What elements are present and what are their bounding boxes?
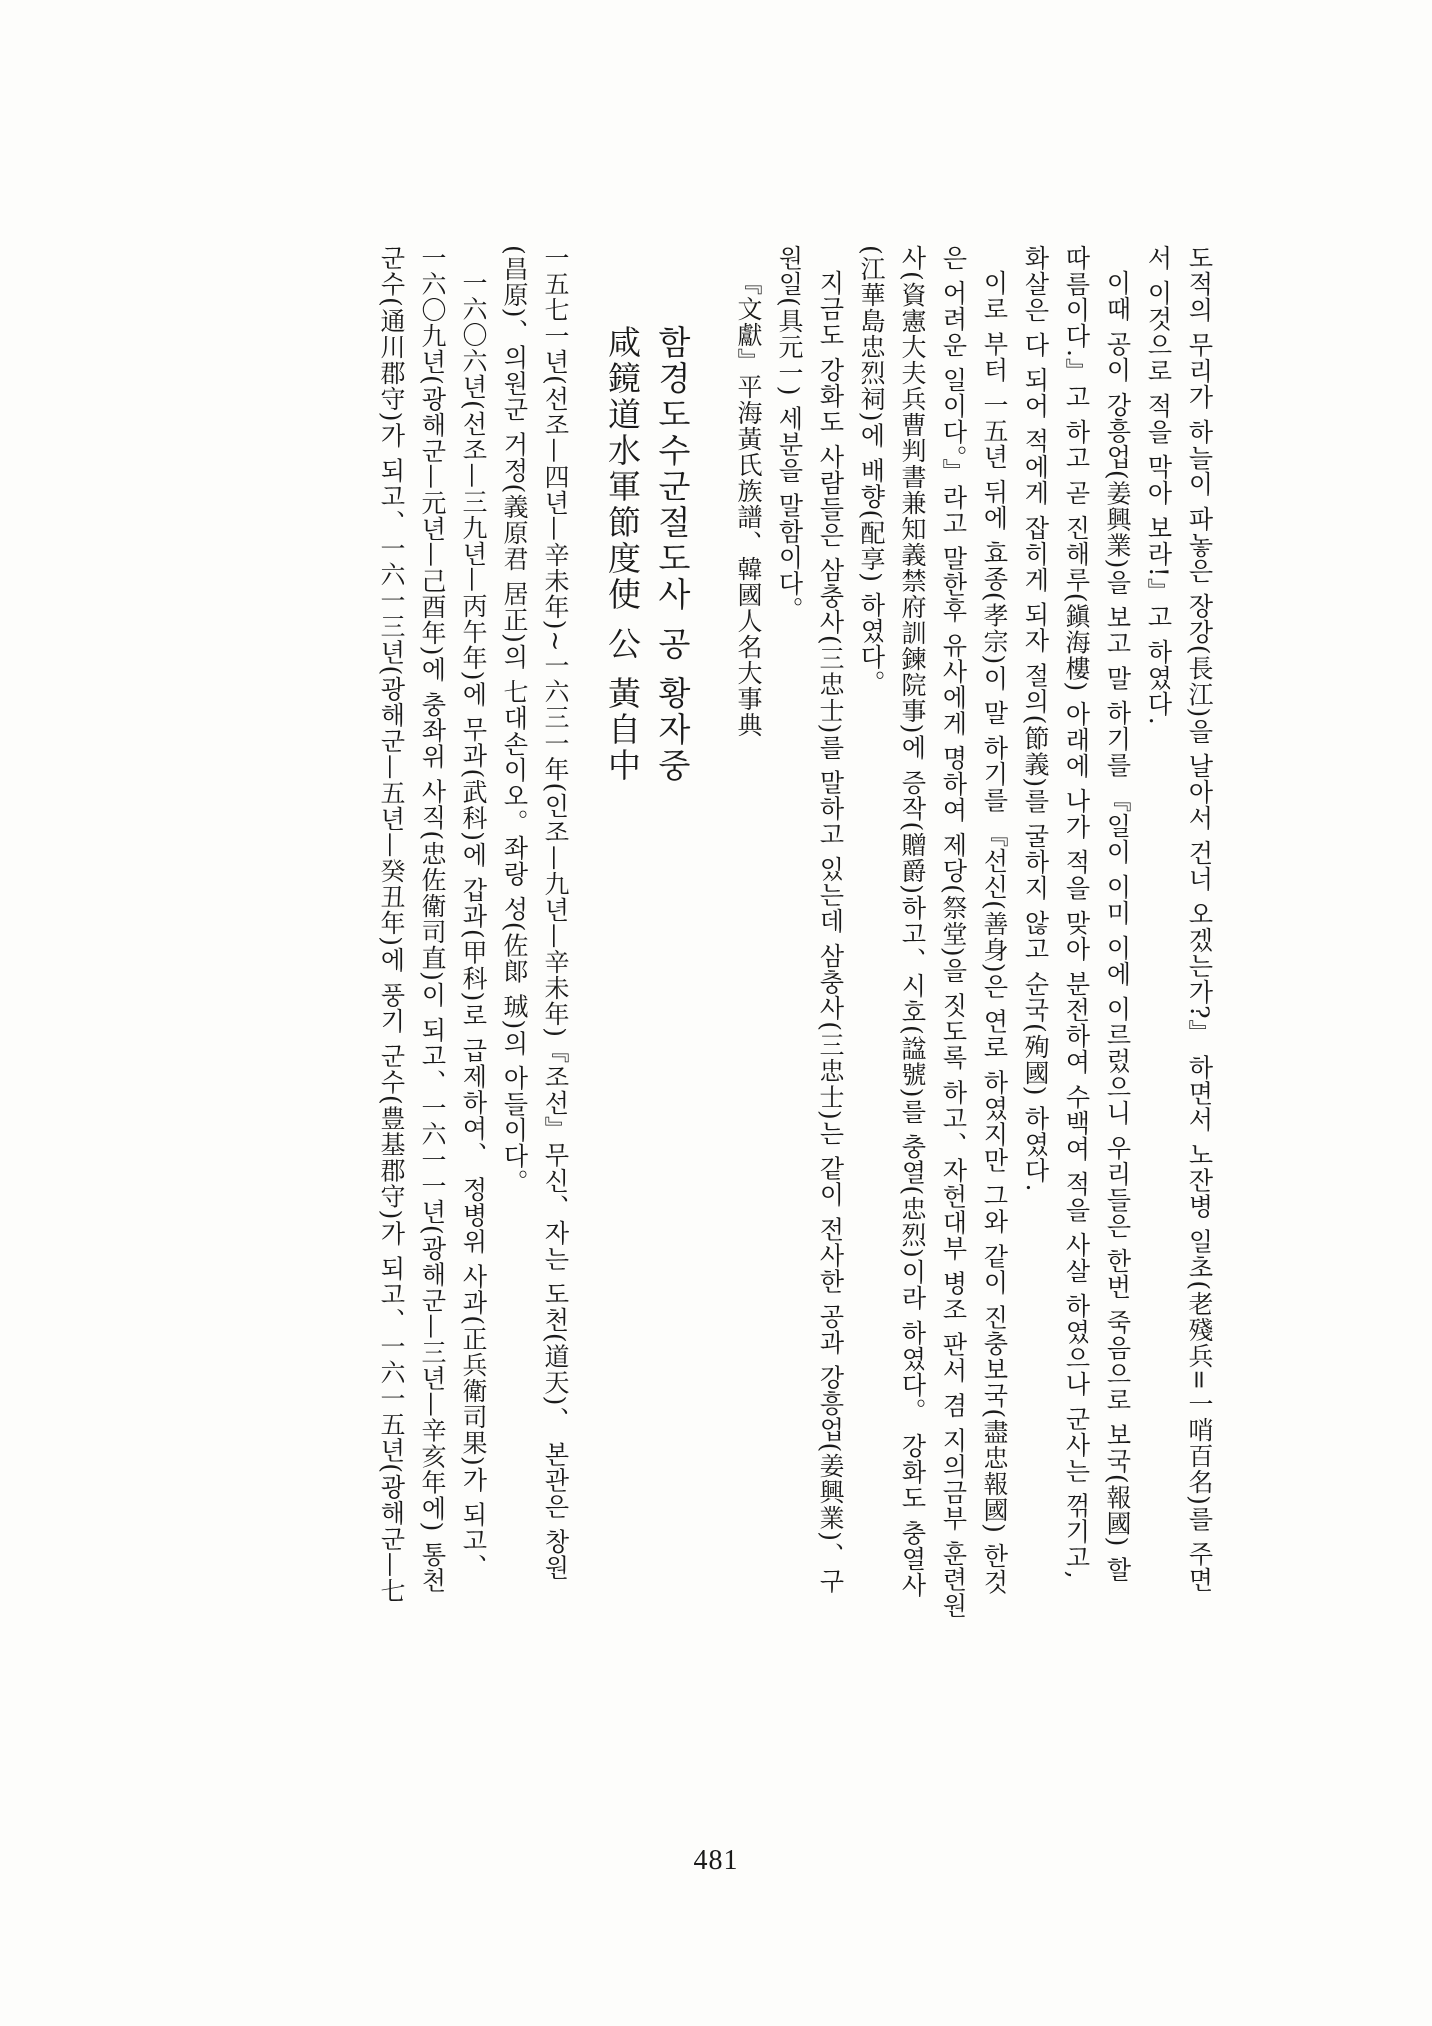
body-line: 도적의 무리가 하늘이 파놓은 장강(長江)을 날아서 건너 오겠는가?』 하면서 노잔병 일초(老殘兵=一哨百名)를 주면 bbox=[1185, 245, 1214, 1593]
body-line: 은 어려운 일이다。』라고 말한후 유사에게 명하여 제당(祭堂)을 짓도록 하고、자헌대부 병조 판서 겸 지의금부 훈련원 bbox=[939, 245, 968, 1619]
body-line: 군수(通川郡守)가 되고、一六一三년(광해군—五년—癸丑年)에 풍기 군수(豊基郡守)가 되고、一六一五년(광해군—七 bbox=[377, 245, 406, 1605]
body-line: 이로 부터 一五년 뒤에 효종(孝宗)이 말 하기를 『선신(善身)은 연로 하였지만 그와 같이 진충보국(盡忠報國) 한것 bbox=[980, 270, 1009, 1595]
section-heading-hanja: 咸鏡道水軍節度使 公 黃自中 bbox=[603, 325, 642, 784]
source-citation: 『文獻』平海黃氏族譜、韓國人名大事典 bbox=[734, 270, 763, 738]
body-line: 서 이것으로 적을 막아 보라!』고 하였다. bbox=[1144, 245, 1173, 726]
body-line: 이때 공이 강흥업(姜興業)을 보고 말 하기를 『일이 이미 이에 이르렀으니 우리들은 한번 죽음으로 보국(報國) 할 bbox=[1103, 270, 1132, 1583]
body-line: (昌原)、의원군 거정(義原君 居正)의 七대손이오。좌랑 성(佐郞 珹)의 아들이다。 bbox=[500, 245, 529, 1196]
body-line: 따름이다.』고 하고 곧 진해루(鎭海樓) 아래에 나가 적을 맞아 분전하여 수백여 적을 사살 하였으나 군사는 꺾기고, bbox=[1062, 245, 1091, 1580]
body-line: 一六〇六년(선조—三九년—丙午年)에 무과(武科)에 갑과(甲科)로 급제하여、 정병위 사과(正兵衛司果)가 되고、 bbox=[459, 270, 488, 1580]
section-heading-hangul: 함경도수군절도사 공 황자중 bbox=[653, 325, 692, 784]
body-line: 一六〇九년(광해군—元년—己酉年)에 충좌위 사직(忠佐衛司直)이 되고、一六一一년(광해군—三년—辛亥年에) 통천 bbox=[418, 245, 447, 1594]
body-line: 사(資憲大夫兵曹判書兼知義禁府訓鍊院事)에 증작(贈爵)하고、시호(諡號)를 충열(忠烈)이라 하였다。 강화도 충열사 bbox=[898, 245, 927, 1598]
body-line: 원일(具元一) 세분을 말함이다。 bbox=[775, 245, 804, 623]
body-line: 화살은 다 되어 적에게 잡히게 되자 절의(節義)를 굴하지 않고 순국(殉國) 하였다. bbox=[1021, 245, 1050, 1193]
body-line: (江華島忠烈祠)에 배향(配享) 하였다。 bbox=[857, 245, 886, 696]
page-number: 481 bbox=[693, 1845, 739, 1876]
body-line: 一五七一년(선조—四년—辛未年)~一六三一年(인조—九년—辛未年)『조선』무신、자는 도천(道天)、 본관은 창원 bbox=[541, 245, 570, 1581]
body-line: 지금도 강화도 사람들은 삼충사(三忠士)를 말하고 있는데 삼충사(三忠士)는 같이 전사한 공과 강흥업(姜興業)、구 bbox=[816, 270, 845, 1594]
vertical-text-block bbox=[235, 245, 1220, 1820]
